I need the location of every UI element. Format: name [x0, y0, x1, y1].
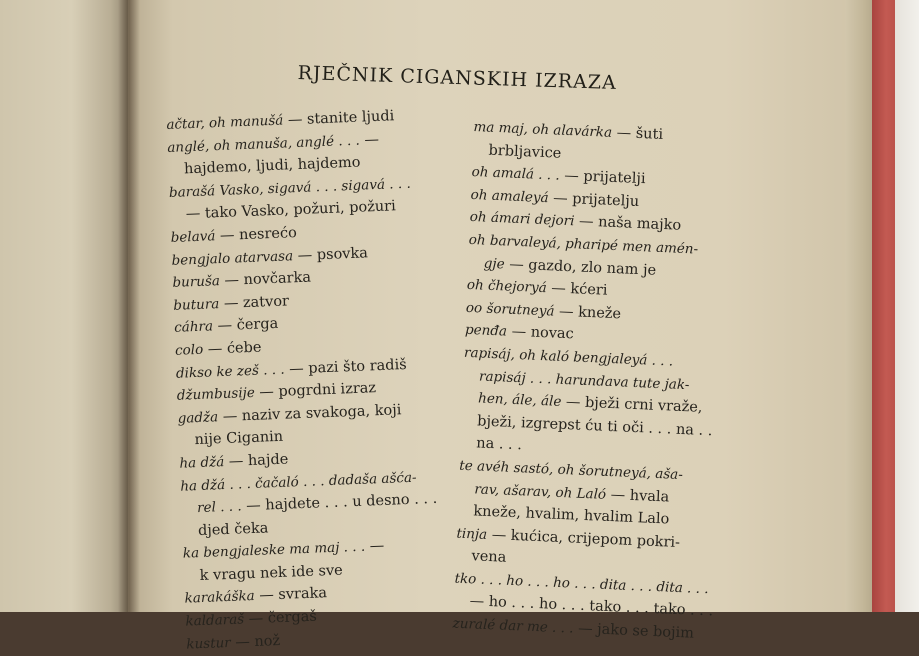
entry-term: oh amaleyá — [470, 186, 549, 206]
entry-definition: hajdemo, ljudi, hajdemo — [183, 154, 361, 178]
entry-term: belavá — [170, 228, 216, 246]
entry-term: kustur — [186, 634, 232, 653]
entry-definition: — novčarka — [219, 269, 312, 290]
entry-definition: — hvala — [605, 486, 670, 506]
entry-term: rapisáj, oh kaló bengjaleyá . . . — [463, 344, 674, 370]
entry-term: bengjalo atarvasa — [171, 247, 294, 269]
entry-definition: — pazi što radiš — [284, 356, 407, 378]
entry-term: rel . . . — [196, 498, 242, 517]
entry-term: oh barvaleyá, pharipé men amén- — [468, 231, 699, 258]
entry-term: ha džá . . . čačaló . . . dadaša ašća- — [179, 469, 417, 495]
entry-definition: — šuti — [611, 124, 664, 143]
entry-definition: — hajdete . . . u desno . . . — [241, 490, 438, 515]
entry-term: ma maj, oh alavárka — [473, 118, 613, 141]
entry-term: tinja — [456, 525, 488, 543]
entry-term: te avéh sastó, oh šorutneyá, aša- — [459, 457, 684, 483]
entry-definition: vena — [471, 548, 507, 567]
entry-definition: — nesrećo — [215, 225, 298, 245]
entry-definition: — hajde — [223, 451, 289, 470]
entry-definition: — kneže — [554, 303, 622, 323]
entry-term: oh čhejoryá — [466, 277, 547, 297]
entry-definition: — čerga — [212, 316, 279, 335]
entry-definition: — prijatelju — [548, 189, 640, 210]
right-dictionary-column — [452, 116, 733, 646]
entry-term: dikso ke zeš . . . — [175, 361, 285, 382]
entry-definition: — čergaš — [243, 608, 318, 628]
book-gutter — [118, 0, 140, 612]
entry-term: colo — [174, 341, 204, 359]
entry-term: gje — [483, 255, 505, 272]
entry-term: ha džá — [179, 453, 225, 472]
entry-term: hen, ále, ále — [477, 390, 562, 411]
entry-term: butura — [173, 295, 220, 314]
entry-term: barašá Vasko, sigavá . . . sigavá . . . — [168, 175, 412, 201]
left-dictionary-column — [166, 104, 443, 656]
entry-definition: kneže, hvalim, hvalim Lalo — [473, 503, 670, 528]
entry-term: karakáška — [184, 588, 256, 608]
entry-definition: — tako Vasko, požuri, požuri — [185, 198, 397, 223]
entry-definition: — stanite ljudi — [282, 108, 395, 129]
entry-term: oo šorutneyá — [465, 299, 555, 320]
entry-term: oh ámari dejori — [469, 209, 575, 230]
entry-term: rapisáj . . . harundava tute jak- — [478, 367, 690, 393]
entry-term: ačtar, oh manušá — [166, 112, 284, 133]
entry-term: oh amalá . . . — [471, 164, 561, 184]
entry-definition: — nož — [230, 632, 281, 651]
entry-term: kaldaraš — [185, 611, 245, 630]
entry-definition: — ćebe — [202, 339, 262, 358]
entry-definition: — kućica, crijepom pokri- — [486, 526, 681, 551]
entry-definition: — jako se bojim — [573, 620, 695, 642]
entry-term: anglé, oh manuša, anglé . . . — [166, 132, 361, 156]
entry-definition: nije Ciganin — [194, 429, 284, 449]
entry-definition: — kćeri — [546, 280, 608, 299]
entry-definition: bježi, izgrepst ću ti oči . . . na . . — [476, 413, 713, 439]
entry-definition: — — [359, 131, 380, 149]
entry-definition: — prijatelji — [559, 167, 646, 188]
entry-term: buruša — [172, 273, 221, 292]
entry-definition: na . . . — [475, 435, 523, 454]
entry-term: zuralé dar me . . . — [452, 615, 574, 637]
entry-term: rav, ašarav, oh Laló — [474, 480, 607, 503]
entry-term: penđa — [464, 322, 508, 340]
page-title: RJEČNIK CIGANSKIH IZRAZA — [297, 62, 618, 95]
entry-definition: — — [364, 538, 385, 555]
entry-definition: — naziv za svakoga, koji — [217, 401, 402, 425]
entry-definition: — naša majko — [574, 213, 682, 235]
entry-definition: — gazdo, zlo nam je — [504, 255, 657, 279]
entry-definition: — pogrdni izraz — [254, 380, 377, 401]
entry-definition: — novac — [506, 323, 575, 343]
entry-term: tko . . . ho . . . ho . . . dita . . . dita . . . — [454, 570, 709, 598]
left-page — [0, 0, 130, 612]
entry-term: ka bengjaleske ma maj . . . — [182, 538, 366, 562]
entry-definition: — psovka — [292, 244, 369, 264]
entry-definition: brbljavice — [488, 142, 562, 162]
entry-term: cáhra — [173, 318, 214, 337]
entry-term: džumbusije — [176, 384, 256, 404]
entry-definition: djed čeka — [197, 520, 269, 539]
entry-definition: — bježi crni vraže, — [561, 394, 703, 416]
entry-definition: — svraka — [254, 585, 328, 605]
entry-definition: — ho . . . ho . . . tako . . . tako . . . — [469, 593, 714, 620]
page-edge-stack — [845, 0, 875, 612]
entry-definition: — zatvor — [218, 293, 290, 312]
entry-term: gadža — [177, 408, 219, 427]
background-surface — [895, 0, 919, 612]
entry-definition: k vragu nek ide sve — [199, 562, 344, 584]
